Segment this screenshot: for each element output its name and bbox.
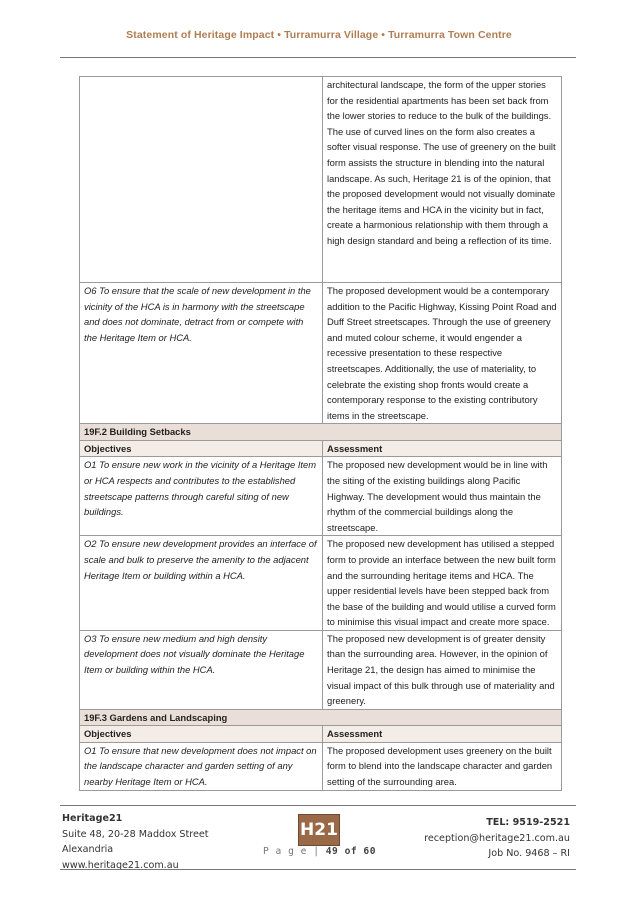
column-header-assessment: Assessment — [323, 440, 562, 457]
assessment-cell: The proposed new development is of greater density than the surrounding area. However, in the opinion of Heritage 21, the design has aimed to minimise the visual impact of this bulk through use of materiality and greenery. — [323, 630, 562, 709]
footer-address-block — [62, 811, 209, 873]
objective-cell: O1 To ensure new work in the vicinity of a Heritage Item or HCA respects and contributes to the established streetscape patterns through careful siting of new buildings. — [80, 457, 323, 536]
objective-cell: O6 To ensure that the scale of new development in the vicinity of the HCA is in harmony with the streetscape and does not dominate, detract from or compete with the Heritage Item or HCA. — [80, 283, 323, 424]
assessment-cell: The proposed development uses greenery on the built form to blend into the landscape character and garden setting of the surrounding area. — [323, 742, 562, 790]
objective-cell: O2 To ensure new development provides an interface of scale and bulk to preserve the amenity to the adjacent Heritage Item or building within a HCA. — [80, 536, 323, 631]
footer-contact-block — [424, 815, 570, 862]
footer-bottom-divider — [60, 869, 576, 870]
page-label: P a g e | — [263, 846, 320, 857]
section-heading: 19F.3 Gardens and Landscaping — [80, 709, 562, 726]
table-row — [80, 457, 562, 536]
table-row — [80, 77, 562, 283]
heritage21-logo — [298, 814, 340, 846]
page-number — [263, 846, 376, 857]
assessment-cell: The proposed new development would be in line with the siting of the existing buildings along Pacific Highway. The development would thus maintain the rhythm of the commercial buildings along the streetscape. — [323, 457, 562, 536]
assessment-cell: architectural landscape, the form of the upper stories for the residential apartments has been set back from the lower stories to reduce to the bulk of the buildings. The use of curved lines on the form also creates a softer visual response. The use of greenery on the built form assists the structure in blending into the natural landscape. As such, Heritage 21 is of the opinion, that the proposed development would not visually dominate the heritage items and HCA in the vicinity but in fact, create a harmonious relationship with them through a high design standard and being a reflection of its time. — [323, 77, 562, 283]
column-header-objectives: Objectives — [80, 440, 323, 457]
firm-name: Heritage21 — [62, 813, 123, 824]
page-header-title: Statement of Heritage Impact • Turramurra Village • Turramurra Town Centre — [126, 29, 512, 41]
section-heading: 19F.2 Building Setbacks — [80, 424, 562, 441]
email-link[interactable]: reception@heritage21.com.au — [424, 832, 570, 844]
column-header-row — [80, 440, 562, 457]
assessment-cell: The proposed new development has utilised a stepped form to provide an interface between the new built form and the surrounding heritage items and HCA. The upper residential levels have been stepped back from the base of the building and would utilise a curved form to minimise this visual impact and create more space. — [323, 536, 562, 631]
logo-text: H21 — [300, 820, 338, 840]
footer-divider — [60, 805, 576, 806]
heritage-assessment-table — [79, 76, 562, 791]
section-heading-row — [80, 424, 562, 441]
objective-cell: O1 To ensure that new development does not impact on the landscape character and garden setting of any nearby Heritage Item or HCA. — [80, 742, 323, 790]
table-row — [80, 742, 562, 790]
job-number: Job No. 9468 – RI — [488, 848, 570, 859]
table-row — [80, 536, 562, 631]
table-row — [80, 630, 562, 709]
section-heading-row — [80, 709, 562, 726]
header-divider — [60, 57, 576, 58]
column-header-assessment: Assessment — [323, 726, 562, 743]
telephone: TEL: 9519-2521 — [486, 817, 570, 828]
column-header-objectives: Objectives — [80, 726, 323, 743]
column-header-row — [80, 726, 562, 743]
table-row — [80, 283, 562, 424]
objective-cell: O3 To ensure new medium and high density development does not visually dominate the Heritage Item or building within the HCA. — [80, 630, 323, 709]
website-link[interactable]: www.heritage21.com.au — [62, 859, 179, 871]
objective-cell — [80, 77, 323, 283]
address-line: Alexandria — [62, 844, 114, 855]
address-line: Suite 48, 20-28 Maddox Street — [62, 828, 209, 840]
assessment-cell: The proposed development would be a contemporary addition to the Pacific Highway, Kissing Point Road and Duff Street streetscapes. Through the use of greenery and muted colour scheme, it would engender a recessive presentation to these respective streetscapes. Additionally, the use of materiality, to celebrate the existing shop fronts would create a contemporary response to the existing contributory items in the streetscape. — [323, 283, 562, 424]
page-count: 49 of 60 — [325, 846, 376, 857]
